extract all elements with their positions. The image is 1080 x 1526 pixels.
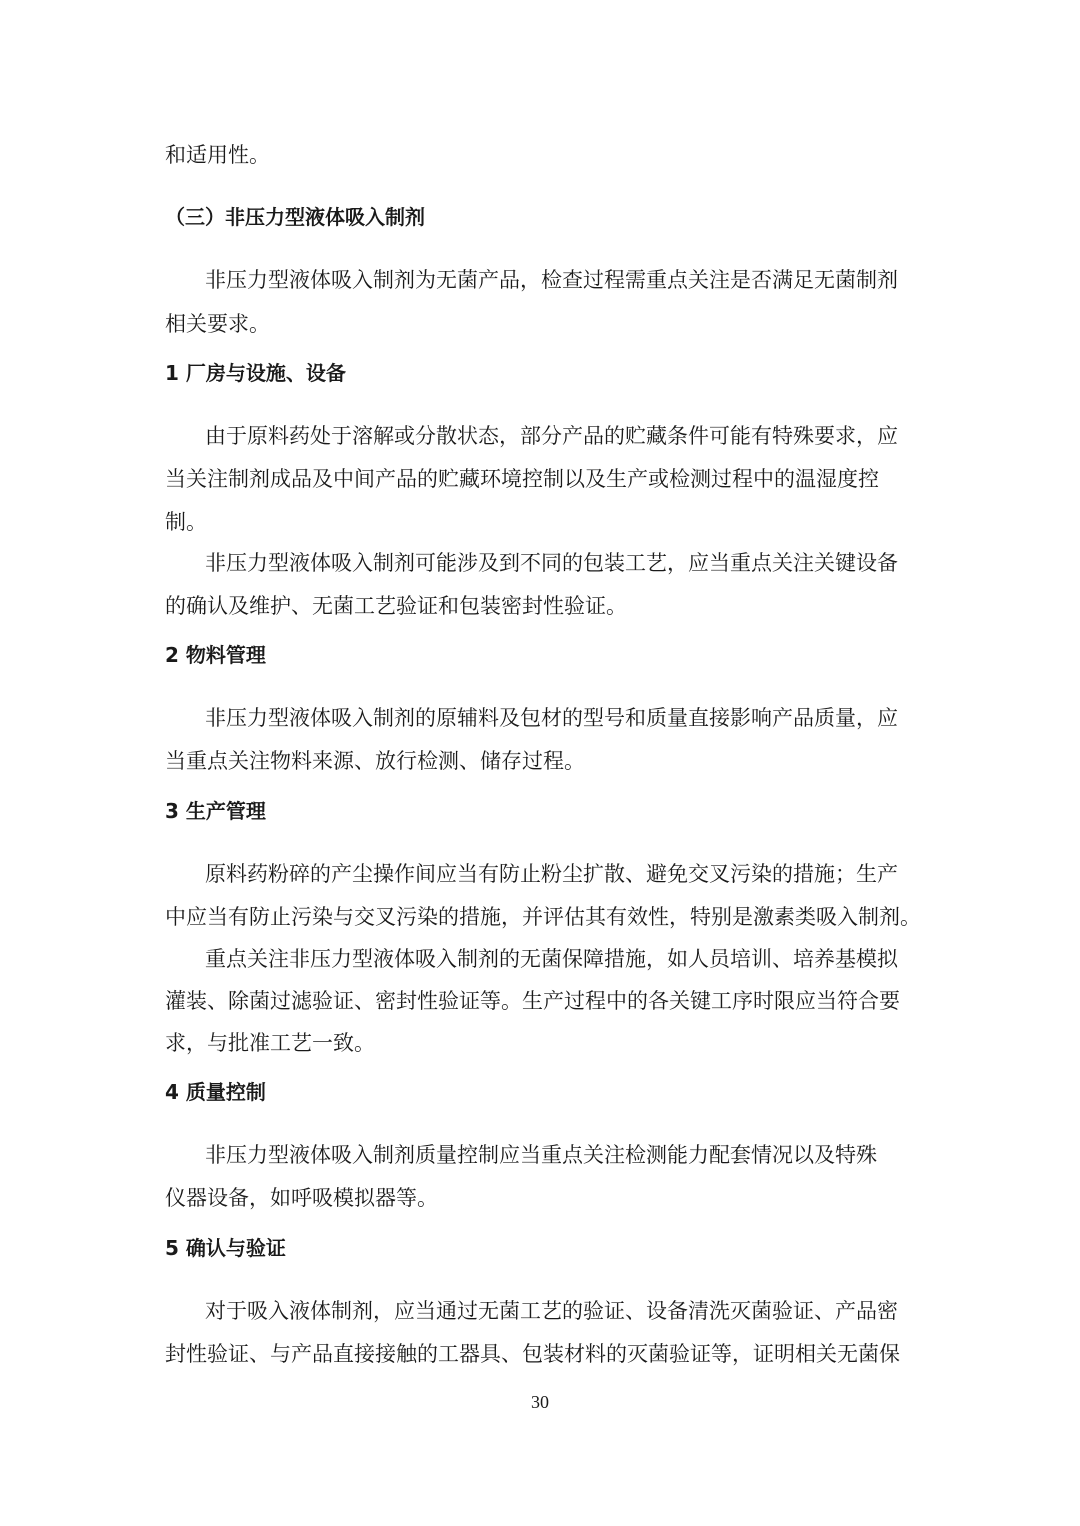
section-heading: （三）非压力型液体吸入制剂	[165, 205, 425, 229]
body-text-line: 重点关注非压力型液体吸入制剂的无菌保障措施，如人员培训、培养基模拟	[205, 947, 898, 971]
body-text-line: 灌装、除菌过滤验证、密封性验证等。生产过程中的各关键工序时限应当符合要	[165, 989, 900, 1013]
body-text-line: 非压力型液体吸入制剂的原辅料及包材的型号和质量直接影响产品质量，应	[205, 706, 898, 730]
body-text-line: 当重点关注物料来源、放行检测、储存过程。	[165, 749, 585, 773]
body-text-line: 和适用性。	[165, 143, 270, 167]
body-text-line: 非压力型液体吸入制剂为无菌产品，检查过程需重点关注是否满足无菌制剂	[205, 268, 898, 292]
body-text-line: 当关注制剂成品及中间产品的贮藏环境控制以及生产或检测过程中的温湿度控	[165, 467, 879, 491]
body-text-line: 的确认及维护、无菌工艺验证和包装密封性验证。	[165, 594, 627, 618]
body-text-line: 相关要求。	[165, 312, 270, 336]
body-text-line: 封性验证、与产品直接接触的工器具、包装材料的灭菌验证等，证明相关无菌保	[165, 1342, 900, 1366]
body-text-line: 原料药粉碎的产尘操作间应当有防止粉尘扩散、避免交叉污染的措施；生产	[205, 862, 898, 886]
subsection-heading: 2 物料管理	[165, 643, 266, 667]
body-text-line: 求，与批准工艺一致。	[165, 1031, 375, 1055]
body-text-line: 中应当有防止污染与交叉污染的措施，并评估其有效性，特别是激素类吸入制剂。	[165, 905, 921, 929]
subsection-heading: 1 厂房与设施、设备	[165, 361, 346, 385]
body-text-line: 对于吸入液体制剂，应当通过无菌工艺的验证、设备清洗灭菌验证、产品密	[205, 1299, 898, 1323]
subsection-heading: 5 确认与验证	[165, 1236, 286, 1260]
body-text-line: 由于原料药处于溶解或分散状态，部分产品的贮藏条件可能有特殊要求，应	[205, 424, 898, 448]
page-number: 30	[531, 1392, 549, 1412]
body-text-line: 制。	[165, 510, 207, 534]
body-text-line: 非压力型液体吸入制剂质量控制应当重点关注检测能力配套情况以及特殊	[205, 1143, 877, 1167]
subsection-heading: 4 质量控制	[165, 1080, 266, 1104]
subsection-heading: 3 生产管理	[165, 799, 266, 823]
body-text-line: 仪器设备，如呼吸模拟器等。	[165, 1186, 438, 1210]
body-text-line: 非压力型液体吸入制剂可能涉及到不同的包装工艺，应当重点关注关键设备	[205, 551, 898, 575]
